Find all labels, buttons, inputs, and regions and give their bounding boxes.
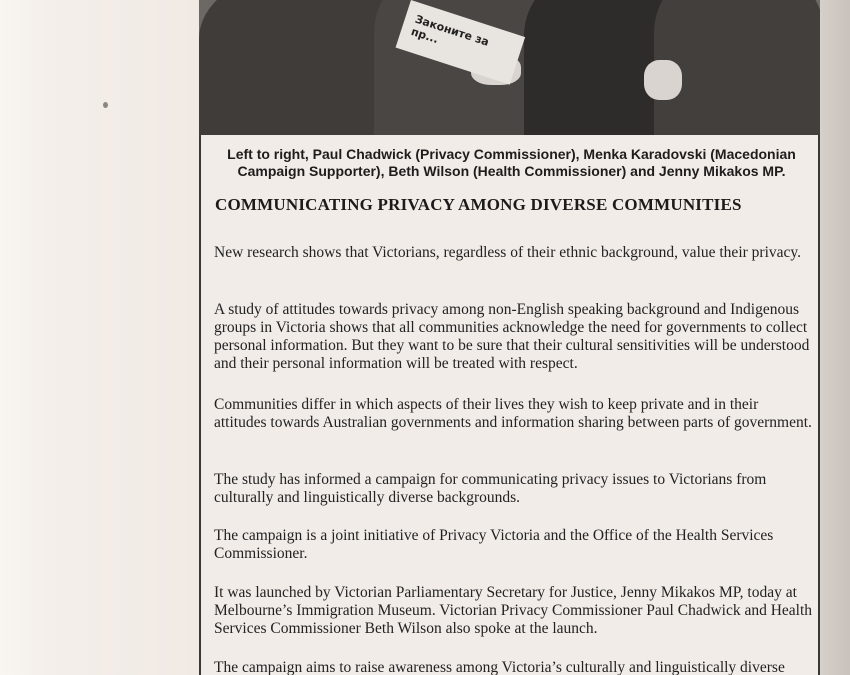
article-paragraph: It was launched by Victorian Parliamentary Secretary for Justice, Jenny Mikakos MP, today at Melbourne’s Immigration Museum. Victorian Privacy Commissioner Paul Chadwick and Health Services Commissioner Beth Wilson also spoke at the launch. (214, 584, 813, 637)
article-photo (199, 0, 820, 135)
adjacent-page-edge (816, 0, 850, 675)
article-paragraph: Communities differ in which aspects of their lives they wish to keep private and in their attitudes towards Australian governments and information sharing between parts of government. (214, 396, 812, 431)
booklet-title: Законите за пр... (409, 12, 491, 49)
article-paragraph: The campaign aims to raise awareness among Victoria’s culturally and linguistically diverse (214, 659, 785, 675)
hand (644, 60, 682, 100)
photo-caption: Left to right, Paul Chadwick (Privacy Commissioner), Menka Karadovski (Macedonian Campaign Supporter), Beth Wilson (Health Commissioner) and Jenny Mikakos MP. (227, 146, 796, 179)
scan-speck (103, 102, 108, 108)
article-headline: COMMUNICATING PRIVACY AMONG DIVERSE COMMUNITIES (215, 195, 742, 214)
article-paragraph: New research shows that Victorians, regardless of their ethnic background, value their privacy. (214, 244, 802, 261)
article-paragraph: The campaign is a joint initiative of Privacy Victoria and the Office of the Health Services Commissioner. (214, 527, 774, 562)
article-paragraph: A study of attitudes towards privacy among non-English speaking background and Indigenous groups in Victoria shows that all communities acknowledge the need for governments to collect personal information. But they want to be sure that their cultural sensitivities will be understood and their personal information will be treated with respect. (214, 301, 810, 372)
article-paragraph: The study has informed a campaign for communicating privacy issues to Victorians from culturally and linguistically diverse backgrounds. (214, 471, 767, 506)
